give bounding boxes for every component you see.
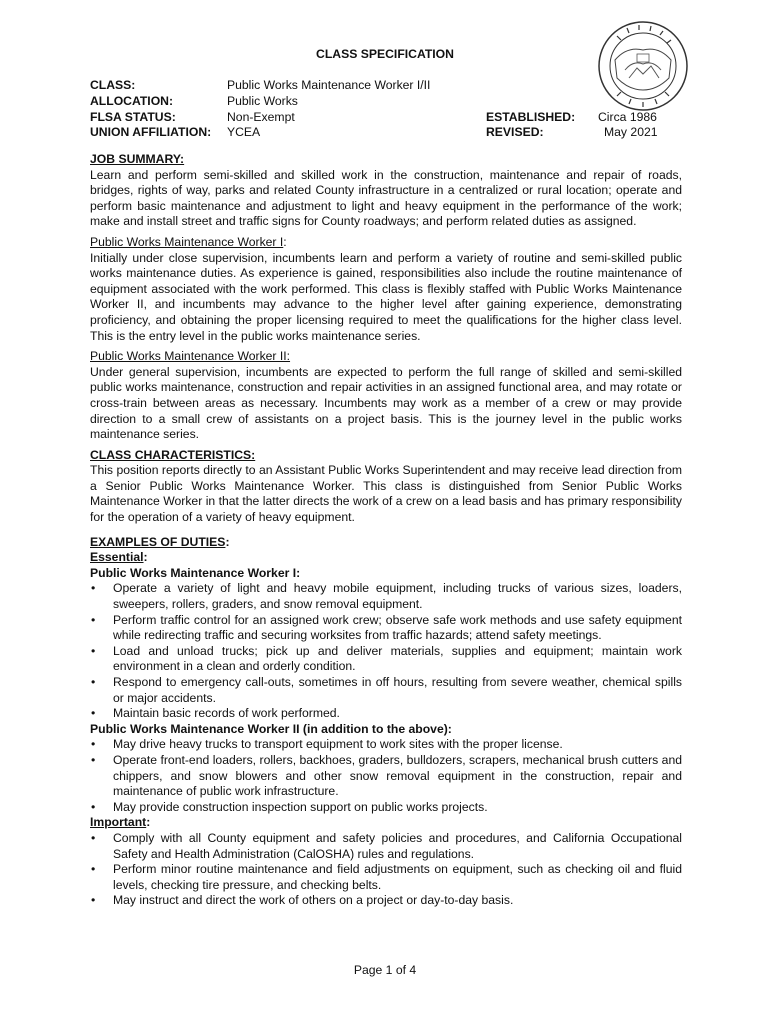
class-characteristics-heading: CLASS CHARACTERISTICS: [90, 447, 256, 462]
examples-heading-line [90, 535, 682, 551]
flsa-label: FLSA STATUS: [90, 110, 176, 124]
allocation-label: ALLOCATION: [90, 94, 174, 108]
revised-value: May 2021 [604, 125, 658, 139]
revised-label: REVISED: [486, 125, 544, 139]
list-item: • May instruct and direct the work of others on a project or day-to-day basis. [90, 893, 682, 909]
worker2-duties-list [90, 737, 682, 815]
list-item: • May provide construction inspection support on public works projects. [90, 800, 682, 816]
worker1-duties-list [90, 581, 682, 721]
established-label: ESTABLISHED: [486, 110, 576, 124]
list-item: • Load and unload trucks; pick up and deliver materials, supplies and equipment; maintain work environment in a clean and orderly condition. [90, 644, 682, 675]
union-value: YCEA [227, 125, 261, 139]
document-title: CLASS SPECIFICATION [316, 47, 454, 61]
worker2-heading: Public Works Maintenance Worker II (in addition to the above): [90, 721, 452, 736]
list-item: • Comply with all County equipment and safety policies and procedures, and California Occupational Safety and Health Administration (CalOSHA) rules and regulations. [90, 831, 682, 862]
list-item: • Perform traffic control for an assigned work crew; observe safe work methods and use safety equipment while redirecting traffic and securing worksites from traffic hazards; attend safety meetings. [90, 613, 682, 644]
level1-heading-line [90, 235, 682, 251]
class-label: CLASS: [90, 78, 136, 92]
job-summary-text: Learn and perform semi-skilled and skilled work in the construction, maintenance and repair of roads, bridges, rights of way, parks and related County infrastructure in a centralized or rural location; operate and perform basic maintenance and adjustment to light and heavy equipment in the performance of the work; make and install street and traffic signs for County roadways; and perform related duties as assigned. [90, 167, 682, 229]
list-item: • Maintain basic records of work performed. [90, 706, 682, 722]
level1-text: Initially under close supervision, incumbents learn and perform a variety of routine and semi-skilled public works maintenance duties. As experience is gained, responsibilities also include the routine maintenance of equipment associated with the work performed. This class is flexibly staffed with Public Works Maintenance Worker II, and incumbents may advance to the higher level after gaining experience, demonstrating proficiency, and obtaining the proper licensing required to meet the qualifications for the higher class level. This is the entry level in the public works maintenance series. [90, 250, 682, 343]
important-colon: : [146, 815, 151, 830]
class-value: Public Works Maintenance Worker I/II [227, 78, 431, 92]
worker1-heading: Public Works Maintenance Worker I: [90, 565, 301, 580]
established-value: Circa 1986 [598, 110, 657, 124]
examples-heading-colon: : [225, 534, 230, 549]
page-number: Page 1 of 4 [353, 963, 417, 977]
important-label: Important [90, 815, 147, 830]
list-item: • Respond to emergency call-outs, sometimes in off hours, resulting from severe weather, chemical spills or major accidents. [90, 675, 682, 706]
class-characteristics-text: This position reports directly to an Assistant Public Works Superintendent and may receive lead direction from a Senior Public Works Maintenance Worker. This class is distinguished from Senior Public Works Maintenance Worker in that the latter directs the work of a crew on a lead basis and has primary responsibility for the operation of a variety of heavy equipment. [90, 463, 682, 525]
list-item: • Operate a variety of light and heavy mobile equipment, including trucks of various sizes, loaders, sweepers, rollers, graders, and snow removal equipment. [90, 581, 682, 612]
level2-heading: Public Works Maintenance Worker II: [90, 349, 291, 364]
essential-colon: : [143, 550, 148, 565]
essential-line [90, 550, 682, 566]
examples-heading: EXAMPLES OF DUTIES [90, 534, 226, 549]
allocation-value: Public Works [227, 94, 298, 108]
county-seal-icon [597, 20, 689, 112]
essential-label: Essential [90, 550, 144, 565]
document-body [90, 152, 682, 909]
flsa-value: Non-Exempt [227, 110, 295, 124]
important-line [90, 815, 682, 831]
list-item: • Perform minor routine maintenance and field adjustments on equipment, such as checking oil and fluid levels, checking tire pressure, and checking belts. [90, 862, 682, 893]
important-duties-list [90, 831, 682, 909]
list-item: • Operate front-end loaders, rollers, backhoes, graders, bulldozers, scrapers, mechanical brush cutters and chippers, and snow blowers and other snow removal equipment in the construction, repair and maintenance of public work infrastructure. [90, 753, 682, 800]
list-item: • May drive heavy trucks to transport equipment to work sites with the proper license. [90, 737, 682, 753]
union-label: UNION AFFILIATION: [90, 125, 212, 139]
level1-heading: Public Works Maintenance Worker I [90, 234, 284, 249]
level2-text: Under general supervision, incumbents are expected to perform the full range of skilled and semi-skilled public works maintenance, construction and repair activities in an assigned functional area, and may rotate or cross-train between areas as necessary. Incumbents may work as a member of a crew or may provide direction to a small crew of assistants on a project basis. This is the journey level in the public works maintenance series. [90, 364, 682, 442]
job-summary-heading: JOB SUMMARY: [90, 152, 185, 166]
level1-heading-colon: : [283, 234, 287, 249]
